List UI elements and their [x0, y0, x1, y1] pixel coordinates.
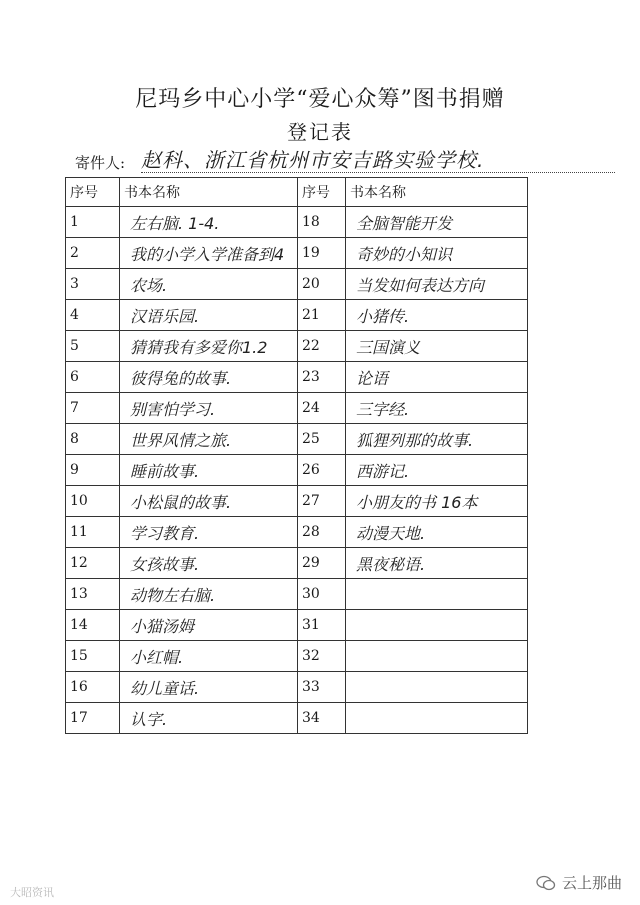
table-row — [66, 269, 528, 300]
table-row — [66, 703, 528, 734]
book-title-right: 小朋友的书 16本 — [346, 486, 528, 517]
serial-right: 27 — [298, 486, 346, 517]
serial-right: 29 — [298, 548, 346, 579]
serial-right: 24 — [298, 393, 346, 424]
book-title-left: 小红帽. — [120, 641, 298, 672]
book-title-left: 小松鼠的故事. — [120, 486, 298, 517]
serial-left: 4 — [66, 300, 120, 331]
book-title-right — [346, 610, 528, 641]
serial-left: 3 — [66, 269, 120, 300]
serial-right: 19 — [298, 238, 346, 269]
header-book-right: 书本名称 — [346, 178, 528, 207]
book-title-right: 西游记. — [346, 455, 528, 486]
serial-right: 20 — [298, 269, 346, 300]
book-title-left: 猜猜我有多爱你1.2 — [120, 331, 298, 362]
serial-left: 2 — [66, 238, 120, 269]
table-header-row — [66, 178, 528, 207]
book-title-left: 我的小学入学准备到4 — [120, 238, 298, 269]
serial-left: 13 — [66, 579, 120, 610]
sender-underline — [141, 172, 615, 173]
book-title-left: 别害怕学习. — [120, 393, 298, 424]
book-title-right: 黑夜秘语. — [346, 548, 528, 579]
serial-left: 5 — [66, 331, 120, 362]
header-serial-left: 序号 — [66, 178, 120, 207]
book-title-right: 小猪传. — [346, 300, 528, 331]
book-title-right: 三字经. — [346, 393, 528, 424]
book-title-right: 当发如何表达方向 — [346, 269, 528, 300]
serial-right: 23 — [298, 362, 346, 393]
book-title-left: 女孩故事. — [120, 548, 298, 579]
watermark-right — [536, 872, 622, 893]
serial-left: 9 — [66, 455, 120, 486]
header-serial-right: 序号 — [298, 178, 346, 207]
book-title-left: 彼得兔的故事. — [120, 362, 298, 393]
book-title-right: 动漫天地. — [346, 517, 528, 548]
table-row — [66, 393, 528, 424]
serial-left: 6 — [66, 362, 120, 393]
wechat-icon — [536, 875, 556, 891]
table-row — [66, 300, 528, 331]
book-title-left: 幼儿童话. — [120, 672, 298, 703]
table-row — [66, 207, 528, 238]
table-row — [66, 238, 528, 269]
book-title-right — [346, 703, 528, 734]
table-row — [66, 672, 528, 703]
book-title-right: 奇妙的小知识 — [346, 238, 528, 269]
book-title-right: 三国演义 — [346, 331, 528, 362]
book-title-left: 小猫汤姆 — [120, 610, 298, 641]
table-row — [66, 548, 528, 579]
sender-value: 赵科、浙江省杭州市安吉路实验学校. — [141, 148, 485, 172]
serial-right: 34 — [298, 703, 346, 734]
serial-right: 21 — [298, 300, 346, 331]
table-row — [66, 486, 528, 517]
serial-left: 11 — [66, 517, 120, 548]
serial-right: 28 — [298, 517, 346, 548]
serial-right: 18 — [298, 207, 346, 238]
header-book-left: 书本名称 — [120, 178, 298, 207]
book-title-left: 动物左右脑. — [120, 579, 298, 610]
book-title-left: 左右脑. 1-4. — [120, 207, 298, 238]
serial-left: 1 — [66, 207, 120, 238]
book-title-right — [346, 641, 528, 672]
watermark-right-label: 云上那曲 — [561, 874, 622, 892]
book-title-left: 农场. — [120, 269, 298, 300]
table-row — [66, 517, 528, 548]
book-title-left: 睡前故事. — [120, 455, 298, 486]
book-title-right: 全脑智能开发 — [346, 207, 528, 238]
serial-left: 16 — [66, 672, 120, 703]
book-donation-table — [65, 177, 528, 734]
book-title-right — [346, 579, 528, 610]
serial-right: 32 — [298, 641, 346, 672]
serial-left: 8 — [66, 424, 120, 455]
serial-right: 33 — [298, 672, 346, 703]
book-title-left: 汉语乐园. — [120, 300, 298, 331]
sender-field — [75, 146, 615, 174]
table-row — [66, 331, 528, 362]
book-title-right: 狐狸列那的故事. — [346, 424, 528, 455]
serial-left: 10 — [66, 486, 120, 517]
serial-left: 7 — [66, 393, 120, 424]
serial-right: 30 — [298, 579, 346, 610]
form-subtitle: 登记表 — [287, 120, 353, 144]
book-title-left: 学习教育. — [120, 517, 298, 548]
book-title-right — [346, 672, 528, 703]
watermark-left: 大昭资讯 — [10, 886, 54, 899]
serial-left: 12 — [66, 548, 120, 579]
serial-right: 25 — [298, 424, 346, 455]
table-row — [66, 424, 528, 455]
table-row — [66, 455, 528, 486]
book-title-left: 世界风情之旅. — [120, 424, 298, 455]
table-row — [66, 579, 528, 610]
serial-left: 17 — [66, 703, 120, 734]
serial-right: 31 — [298, 610, 346, 641]
book-title-right: 论语 — [346, 362, 528, 393]
serial-left: 15 — [66, 641, 120, 672]
book-title-left: 认字. — [120, 703, 298, 734]
table-row — [66, 362, 528, 393]
serial-left: 14 — [66, 610, 120, 641]
table-body — [66, 207, 528, 734]
serial-right: 22 — [298, 331, 346, 362]
sender-label: 寄件人: — [75, 154, 126, 172]
table-row — [66, 610, 528, 641]
serial-right: 26 — [298, 455, 346, 486]
form-title: 尼玛乡中心小学“爱心众筹”图书捐赠 — [135, 87, 505, 112]
table-row — [66, 641, 528, 672]
